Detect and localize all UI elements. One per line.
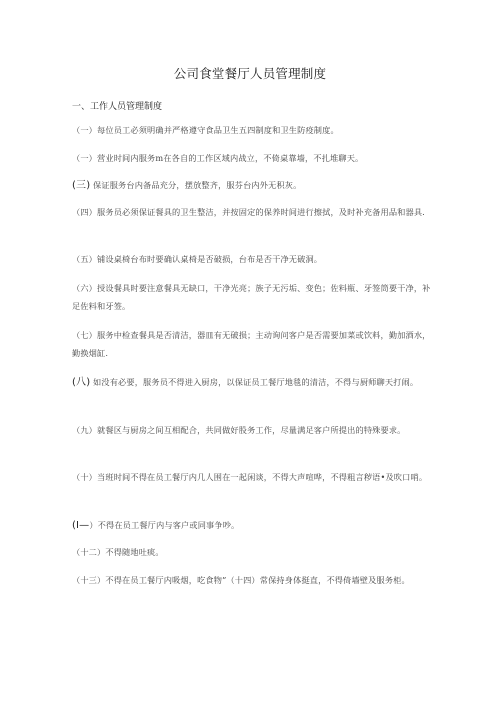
paragraph-7 [72, 326, 436, 362]
paragraph-1 [72, 121, 436, 139]
paragraph-6 [72, 279, 436, 315]
paragraph-text: （九）就餐区与厨房之间互相配合，共同做好股务工作，尽量满足客户所提出的特殊要求。 [72, 425, 406, 435]
paragraph-text: 如没有必要，服务员不得进入厨房，以保证员工餐厅地毯的清洁，不得与厨师聊天打闹。 [90, 377, 419, 387]
paragraph-text: ）不得在员工餐厅内与客户或同事争吵。 [89, 520, 240, 530]
paragraph-4 [72, 203, 436, 221]
paragraph-12 [72, 543, 436, 561]
paragraph-8 [72, 373, 436, 392]
paragraph-text: （十）当班时间不得在员工餐厅内几人围在一起闲谈，不得大声喧哗，不得粗言秽语•及吹口哨。 [72, 472, 428, 482]
paragraph-lead: (I— [72, 520, 90, 531]
paragraph-text: （十三）不得在员工餐厅内吸烟，吃食物”（十四）常保持身体挺直，不得倚墙壁及服务柜。 [72, 575, 410, 585]
paragraph-text: （四）服务员必须保证餐具的卫生整洁，并按固定的保养时间进行擦拭，及时补充备用品和器具. [72, 207, 425, 217]
paragraph-2 [72, 149, 436, 167]
paragraph-text: （六）授设餐具时要注意餐具无缺口，干净光亮；族子无污垢、变色；佐料瓶、牙签筒要干净，补足佐料和牙签。 [72, 283, 431, 311]
paragraph-5 [72, 250, 436, 268]
paragraph-3 [72, 176, 436, 195]
document-title: 公司食堂餐厅人员管理制度 [173, 66, 327, 81]
paragraph-13 [72, 571, 436, 589]
paragraph-text: （一）营业时间内服务m在各自的工作区域内战立，不倚桌靠墙，不扎堆聊天。 [72, 153, 364, 163]
paragraph-11 [72, 516, 436, 535]
paragraph-10 [72, 468, 436, 486]
paragraph-text: （七）服务中检查餐具是否清洁，器皿有无破损；主动询问客户是否需要加菜或饮料，勤加酒水，勤换烟缸. [72, 330, 431, 358]
paragraph-text: （十二）不得随地吐痰。 [72, 547, 164, 557]
section-heading: 一、工作人员管理制度 [72, 102, 163, 112]
paragraph-text: 保证服务台内备品充分，摆放整齐，服芬台内外无积灰。 [90, 180, 302, 190]
paragraph-9 [72, 421, 436, 439]
paragraph-text: （一）每位员工必须明确并严格遵守食品卫生五四制度和卫生防疫制度。 [72, 125, 339, 135]
paragraph-lead: (八) [72, 377, 91, 388]
paragraph-lead: (三) [72, 180, 91, 191]
paragraph-text: （五）铺设桌椅台布时要确认桌椅是否破损，台布是否干净无破洞。 [72, 254, 323, 264]
